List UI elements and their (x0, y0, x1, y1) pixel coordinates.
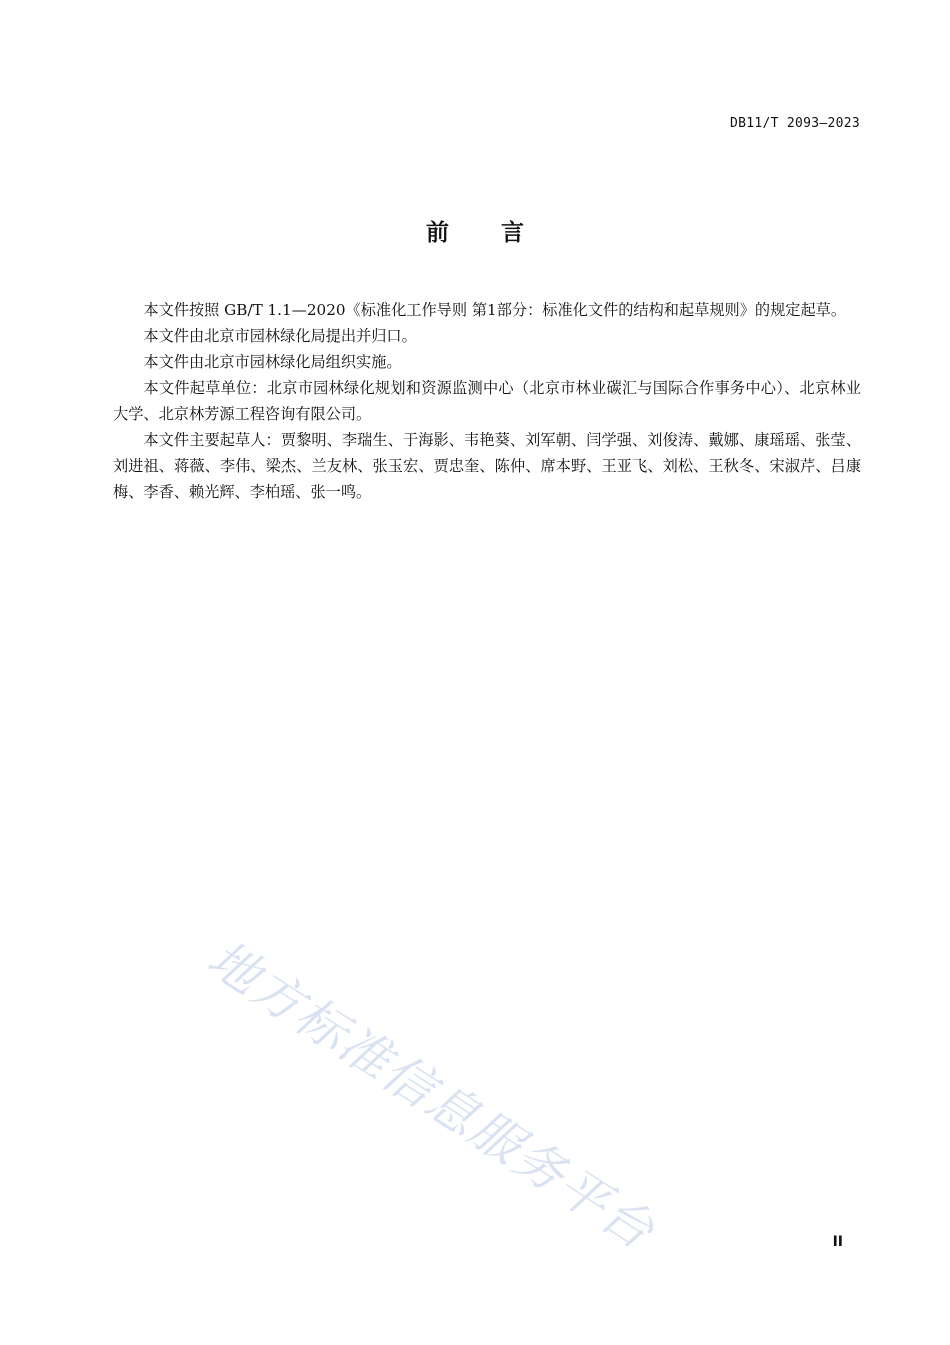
document-code: DB11/T 2093—2023 (729, 116, 860, 131)
foreword-paragraph: 本文件主要起草人：贾黎明、李瑞生、于海影、韦艳葵、刘军朝、闫学强、刘俊涛、戴娜、康瑶瑶、张莹、刘进祖、蒋薇、李伟、梁杰、兰友林、张玉宏、贾忠奎、陈仲、席本野、王亚飞、刘松、王秋冬、宋淑芹、吕康梅、李香、赖光辉、李柏瑶、张一鸣。 (113, 431, 861, 501)
foreword-paragraph: 本文件起草单位：北京市园林绿化规划和资源监测中心（北京市林业碳汇与国际合作事务中心）、北京林业大学、北京林芳源工程咨询有限公司。 (113, 379, 861, 423)
foreword-paragraph: 本文件由北京市园林绿化局提出并归口。 (143, 327, 417, 345)
watermark: 地方标准信息服务平台 (197, 929, 666, 1262)
foreword-paragraph: 本文件按照 GB/T 1.1—2020《标准化工作导则 第1部分：标准化文件的结构和起草规则》的规定起草。 (143, 301, 847, 319)
page-number: II (832, 1234, 843, 1250)
foreword-paragraph: 本文件由北京市园林绿化局组织实施。 (143, 353, 402, 371)
page-title: 前言 (426, 220, 576, 246)
foreword-body (113, 297, 861, 505)
